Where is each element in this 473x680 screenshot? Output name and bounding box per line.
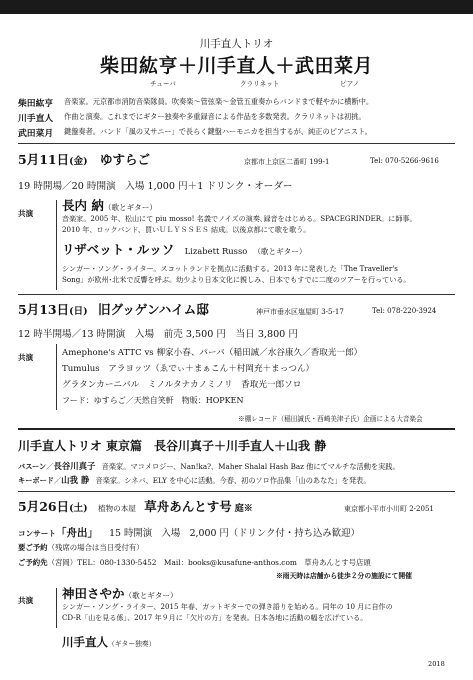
event3-venue-post: 庭※ [234,504,253,514]
divider [18,143,455,144]
guest-name: リザベット・ルッソ [62,242,175,257]
guest-bracket [56,588,57,628]
member-desc: 作曲と演奏。これまでにギター独奏や多重録音による作品を多数発表。クラリネットは初挑。 [64,112,366,121]
member-name: 長谷川真子 [53,461,96,471]
guest-lineup-line: グラタンカーニバル ミノルタナカノミノリ 香取光一郎ソロ [62,380,302,390]
event2-venue: 旧グッゲンハイム邸 [97,302,209,317]
guest-desc-line: シンガー・ソング・ライター。スコットランドを拠点に活動する。2013 年に発表した「The Traveller's [62,264,398,273]
reservation-title: 要ご予約 [18,543,48,552]
guest-lizabett [62,240,306,258]
event2-weekday: (日) [69,306,88,317]
member-name: 川手直人 [18,114,54,124]
instrument-piano: ピアノ [340,80,360,88]
divider [18,491,455,492]
member-desc: 音楽家。マコメロジー、Nan!ka?、Maher Shalal Hash Baz 他にてマルチな活動を実践。 [101,462,400,471]
event2-time: 12 時半開場／13 時開演 入場 前売 3,500 円 当日 3,800 円 [18,329,298,340]
event1-weekday: (金) [69,156,88,167]
tokyo-bassoon-row: バスーン／長谷川真子 音楽家。マコメロジー、Nan!ka?、Maher Shalal Hash Baz 他にてマルチな活動を実践。 [18,461,400,471]
member-name: 武田菜月 [18,129,54,139]
member-name: 山我 静 [61,475,90,485]
instrument-tuba: チューバ [150,80,176,88]
member-row [18,96,455,109]
event2-date [18,300,209,318]
guest-name: 神田さやか [62,586,125,601]
guest-kanda [62,584,178,602]
guest-desc-line: 2010 年、ロックバンド、買いＵＬＹＳＳＥＳ 結成。以後京都にて歌を歌う。 [62,225,311,234]
guest-role: （歌とギター） [253,247,307,256]
event1-day: 5月11日 [18,152,70,167]
event2-day: 5月13日 [18,302,70,317]
event3-date [18,497,253,515]
guest-desc-line: シンガー・ソング・ライター、2015 年春、ガットギターでの弾き語りを始める。同年の 10 月に自作の [62,602,393,611]
event2-address: 神戸市垂水区塩屋町 3-5-17 [256,308,344,316]
event3-venue-pre: 植物の本屋 [97,504,136,513]
event1-tel: Tel: 070-5266-9616 [370,157,439,165]
performer-role: （ギター独奏） [108,640,156,648]
food-goods-line: フード：ゆすらご／天然自笑軒 物販：HOPKEN [62,396,244,405]
footer-year: 2018 [428,660,445,668]
event3-day: 5月26日 [18,499,70,514]
event2-note: ※棚レコード（稲田誠氏・西崎美津子氏）企画による大音楽会 [238,415,423,423]
members-headline: 柴田紘亨＋川手直人＋武田菜月 [99,55,373,77]
contact-details: （宮岡）TEL：080-1330-5452 Mail：books@kusafune-anthos.com 草舟あんとす号店頭 [47,558,371,567]
event3-venue: 草舟あんとす号 [144,499,232,514]
event2-tel: Tel: 078-220-3924 [372,307,437,315]
member-row [18,126,455,139]
concert-title: 「舟出」 [55,527,98,539]
self-performer [62,634,156,650]
reservation-note: （残席の場合は当日受付有） [47,543,144,552]
guest-lineup-line: Tumulus アラヨッツ（ゑでぃ＋まぁこん＋村岡充＋まっつん） [62,364,315,374]
event3-weekday: (土) [69,503,88,514]
guest-name: 長内 納 [62,198,104,213]
member-name: 柴田紘亨 [18,99,54,109]
event3-time: 15 時開演 入場 2,000 円（ドリンク付・持ち込み歓迎） [109,528,360,539]
guest-role: （歌とギター） [124,591,178,600]
event1-venue: ゆすらご [99,152,150,167]
reservation-row [18,542,144,553]
contact-row [18,557,371,568]
tokyo-title: 川手直人トリオ 東京篇 長谷川真子＋川手直人＋山我 静 [18,439,327,453]
event1-date [18,150,150,168]
guest-desc-line: 音楽家。2005 年、松山にて piu mosso! 名義でノイズの演奏､録音をはじめる。SPACEGRINDER。に師事。 [62,214,417,223]
member-desc: 鍵盤奏者。バンド「風の又サニー」で長らく鍵盤ハーモニカを担当するが、純正のピアニスト。 [64,127,372,136]
guest-desc-line: Song」が欧州･北米で反響を呼ぶ。幼少より日本文化に親しみ、日本でもすでに二度のツアーを行っている。 [62,275,411,284]
role-label: キーボード [18,476,54,485]
guest-lineup-line: Amephone's ATTC vs 柳家小春、パーバ（稲田誠／水谷康久／香取光一郎） [62,348,363,358]
performer-name: 川手直人 [62,635,108,649]
member-desc: 音楽家。シネバ、ELY を中心に活動。今春、初のソロ作品集「山のあなた」を発表。 [95,476,371,485]
event1-address: 京都市上京区二番町 199-1 [244,158,330,166]
divider [18,294,455,295]
guest-desc-line: CD-R「山を見る係」、2017 年９月に「欠片の方」を発表。日本各地に活動の幅を広げている。 [62,613,368,622]
contact-label: ご予約先 [18,558,48,567]
concert-label: コンサート [18,529,56,538]
guest-role: （歌とギター） [103,203,157,212]
instrument-clarinet: クラリネット [240,80,280,88]
member-row [18,111,455,124]
event1-guest-label: 共演 [18,209,34,218]
top-black-bar [0,0,473,14]
divider [18,428,455,430]
trio-kicker: 川手直人トリオ [199,38,274,50]
rain-note: ※雨天時は店舗から徒歩２分の施設にて開催 [276,572,412,580]
event1-time: 19 時開場／20 時開演 入場 1,000 円＋1 ドリンク・オーダー [18,181,293,192]
guest-bracket [56,200,57,290]
guest-osanai [62,196,157,214]
role-label: バスーン [18,462,47,471]
guest-bracket [56,344,57,410]
event2-guest-label: 共演 [18,353,34,362]
event3-concert-row [18,521,360,540]
member-desc: 音楽家。元京都市消防音楽隊員。吹奏楽～管弦楽～金管五重奏からバンドまで軽やかに横断中。 [64,97,374,106]
event3-address: 東京都小平市小川町 2-2051 [344,505,434,513]
guest-alt-name: Lizabett Russo [184,246,248,256]
event3-guest-label: 共演 [18,596,34,605]
tokyo-keyboard-row: キーボード／山我 静 音楽家。シネバ、ELY を中心に活動。今春、初のソロ作品集「山のあなた」を発表。 [18,475,371,485]
